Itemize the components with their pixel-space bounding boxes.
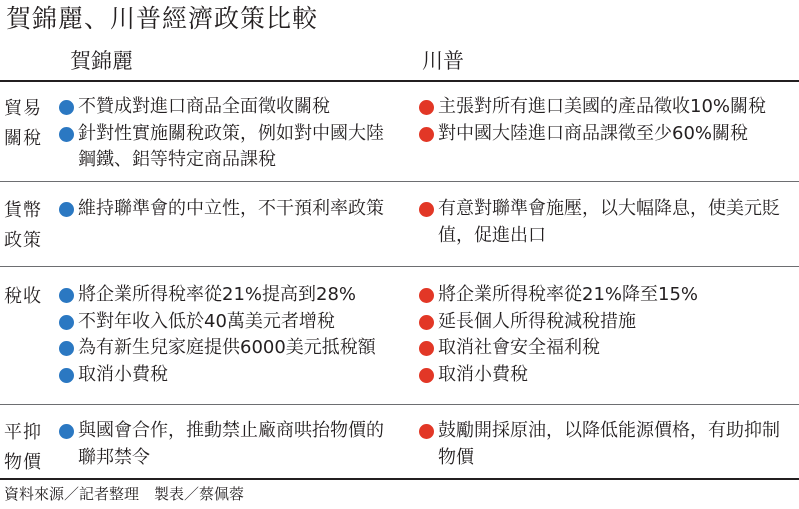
policy-text: 與國會合作，推動禁止廠商哄抬物價的聯邦禁令: [78, 420, 384, 468]
red-bullet-icon: [419, 424, 434, 439]
blue-bullet-icon: [59, 202, 74, 217]
policy-text: 取消小費稅: [78, 363, 168, 385]
harris-policy-item: [58, 121, 398, 174]
policy-text: 將企業所得稅率從21%降至15%: [438, 284, 699, 305]
harris-policy-item: [58, 282, 398, 309]
blue-bullet-icon: [59, 288, 74, 303]
row-label: 稅收: [4, 286, 42, 307]
harris-policy-item: [58, 418, 398, 471]
harris-policy-list: [58, 196, 398, 223]
row-label: 平抑 物價: [4, 422, 42, 473]
policy-text: 為有新生兒家庭提供6000美元抵稅額: [78, 337, 376, 358]
harris-policy-item: [58, 94, 398, 121]
row-divider: [0, 266, 799, 267]
policy-text: 針對性實施關稅政策，例如對中國大陸鋼鐵、鋁等特定商品課稅: [78, 122, 384, 170]
row-label: 貨幣 政策: [4, 200, 42, 251]
harris-policy-item: [58, 335, 398, 362]
blue-bullet-icon: [59, 368, 74, 383]
row-label: 貿易 關稅: [4, 98, 42, 149]
red-bullet-icon: [419, 202, 434, 217]
trump-policy-item: [418, 362, 790, 389]
trump-policy-item: [418, 121, 790, 148]
blue-bullet-icon: [59, 127, 74, 142]
column-header-trump: 川普: [422, 49, 464, 73]
trump-policy-item: [418, 94, 790, 121]
policy-text: 主張對所有進口美國的產品徵收10%關稅: [438, 96, 767, 117]
red-bullet-icon: [419, 341, 434, 356]
row-divider: [0, 181, 799, 182]
policy-text: 延長個人所得稅減稅措施: [438, 310, 636, 332]
trump-policy-item: [418, 196, 790, 249]
trump-policy-list: [418, 196, 790, 249]
harris-policy-item: [58, 196, 398, 223]
harris-policy-item: [58, 309, 398, 336]
trump-policy-list: [418, 418, 790, 471]
row-divider: [0, 404, 799, 405]
red-bullet-icon: [419, 100, 434, 115]
policy-text: 維持聯準會的中立性，不干預利率政策: [78, 198, 384, 219]
table-top-rule: [0, 80, 799, 82]
red-bullet-icon: [419, 288, 434, 303]
trump-policy-item: [418, 335, 790, 362]
blue-bullet-icon: [59, 315, 74, 330]
harris-policy-list: [58, 418, 398, 471]
harris-policy-list: [58, 94, 398, 174]
trump-policy-item: [418, 418, 790, 471]
table-bottom-rule: [0, 478, 799, 480]
trump-policy-list: [418, 94, 790, 147]
harris-policy-item: [58, 362, 398, 389]
blue-bullet-icon: [59, 341, 74, 356]
red-bullet-icon: [419, 127, 434, 142]
policy-text: 鼓勵開採原油，以降低能源價格，有助抑制物價: [438, 420, 780, 468]
blue-bullet-icon: [59, 100, 74, 115]
policy-text: 對中國大陸進口商品課徵至少60%關稅: [438, 122, 749, 144]
policy-text: 取消社會安全福利稅: [438, 337, 600, 358]
page-title: 賀錦麗、川普經濟政策比較: [6, 4, 319, 33]
policy-text: 不對年收入低於40萬美元者增稅: [78, 310, 335, 332]
policy-text: 將企業所得稅率從21%提高到28%: [78, 284, 357, 305]
source-credit: 資料來源／記者整理 製表／蔡佩蓉: [4, 485, 245, 503]
red-bullet-icon: [419, 315, 434, 330]
policy-text: 不贊成對進口商品全面徵收關稅: [78, 96, 330, 117]
column-header-harris: 賀錦麗: [70, 49, 133, 73]
blue-bullet-icon: [59, 424, 74, 439]
policy-text: 有意對聯準會施壓，以大幅降息，使美元貶值，促進出口: [438, 198, 780, 246]
trump-policy-item: [418, 309, 790, 336]
policy-text: 取消小費稅: [438, 363, 528, 385]
red-bullet-icon: [419, 368, 434, 383]
harris-policy-list: [58, 282, 398, 388]
trump-policy-item: [418, 282, 790, 309]
trump-policy-list: [418, 282, 790, 388]
